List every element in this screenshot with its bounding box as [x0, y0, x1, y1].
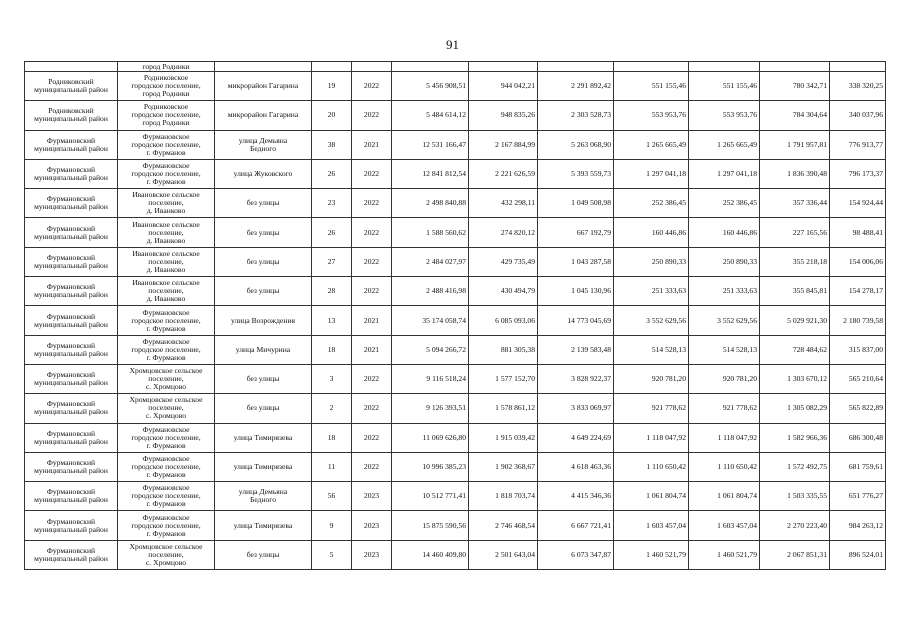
table-row [25, 218, 886, 247]
cost-cell: 920 781,20 [614, 364, 689, 393]
cost-cell: 357 336,44 [760, 189, 830, 218]
cost-cell: 250 890,33 [689, 247, 760, 276]
house-number-cell: 2 [312, 394, 352, 423]
table-cell [392, 62, 469, 72]
house-number-cell: 28 [312, 277, 352, 306]
total-cost-cell: 15 875 590,56 [392, 511, 469, 540]
table-cell [352, 62, 392, 72]
table-cell [830, 62, 886, 72]
cost-cell: 2 303 528,73 [538, 101, 614, 130]
district-cell: Фурмановский муниципальный район [25, 540, 118, 569]
house-number-cell: 9 [312, 511, 352, 540]
street-cell: микрорайон Гагарина [215, 72, 312, 101]
cost-cell: 780 342,71 [760, 72, 830, 101]
cost-cell: 1 061 804,74 [614, 482, 689, 511]
cost-cell: 1 297 041,18 [689, 159, 760, 188]
year-cell: 2023 [352, 511, 392, 540]
cost-cell: 2 746 468,54 [469, 511, 538, 540]
cost-cell: 3 552 629,56 [689, 306, 760, 335]
cost-cell: 252 386,45 [614, 189, 689, 218]
cost-cell: 1 110 650,42 [689, 452, 760, 481]
cost-cell: 1 305 082,29 [760, 394, 830, 423]
cost-cell: 1 460 521,79 [689, 540, 760, 569]
page-number: 91 [446, 37, 459, 52]
district-cell: Фурмановский муниципальный район [25, 159, 118, 188]
table-cell [538, 62, 614, 72]
cost-cell: 2 501 643,04 [469, 540, 538, 569]
cost-cell: 728 484,62 [760, 335, 830, 364]
street-cell: улица Жуковского [215, 159, 312, 188]
table-row [25, 130, 886, 159]
district-cell: Фурмановский муниципальный район [25, 511, 118, 540]
year-cell: 2023 [352, 540, 392, 569]
cost-cell: 1 582 966,36 [760, 423, 830, 452]
table-cell [469, 62, 538, 72]
settlement-cell: Фурмановское городское поселение, г. Фурманов [118, 482, 215, 511]
street-cell: улица Демьяна Бедного [215, 482, 312, 511]
cost-cell: 1 265 665,49 [689, 130, 760, 159]
table-row [25, 189, 886, 218]
district-cell: Родниковский муниципальный район [25, 72, 118, 101]
table-row [25, 159, 886, 188]
table-row [25, 277, 886, 306]
year-cell: 2022 [352, 423, 392, 452]
cost-cell: 1 818 703,74 [469, 482, 538, 511]
table-row [25, 394, 886, 423]
house-number-cell: 56 [312, 482, 352, 511]
cost-cell: 340 037,96 [830, 101, 886, 130]
total-cost-cell: 11 069 626,80 [392, 423, 469, 452]
cost-cell: 429 735,49 [469, 247, 538, 276]
cost-cell: 2 291 892,42 [538, 72, 614, 101]
cost-cell: 6 073 347,87 [538, 540, 614, 569]
cost-cell: 1 118 047,92 [614, 423, 689, 452]
cost-cell: 1 061 804,74 [689, 482, 760, 511]
settlement-cell: Ивановское сельское поселение, д. Иванково [118, 218, 215, 247]
total-cost-cell: 14 460 409,80 [392, 540, 469, 569]
table-row [25, 335, 886, 364]
street-cell: без улицы [215, 218, 312, 247]
cost-cell: 14 773 045,69 [538, 306, 614, 335]
total-cost-cell: 12 531 166,47 [392, 130, 469, 159]
cost-cell: 2 221 626,59 [469, 159, 538, 188]
total-cost-cell: 12 841 812,54 [392, 159, 469, 188]
settlement-cell: Фурмановское городское поселение, г. Фурманов [118, 511, 215, 540]
street-cell: без улицы [215, 189, 312, 218]
cost-cell: 3 828 922,37 [538, 364, 614, 393]
house-number-cell: 11 [312, 452, 352, 481]
house-number-cell: 26 [312, 218, 352, 247]
total-cost-cell: 2 498 840,88 [392, 189, 469, 218]
total-cost-cell: 5 484 614,12 [392, 101, 469, 130]
house-number-cell: 23 [312, 189, 352, 218]
house-number-cell: 13 [312, 306, 352, 335]
cost-cell: 784 304,64 [760, 101, 830, 130]
cost-cell: 4 415 346,36 [538, 482, 614, 511]
settlement-cell: Родниковское городское поселение, город Родники [118, 101, 215, 130]
cost-cell: 98 488,41 [830, 218, 886, 247]
district-cell: Фурмановский муниципальный район [25, 218, 118, 247]
cost-cell: 1 265 665,49 [614, 130, 689, 159]
cost-cell: 1 460 521,79 [614, 540, 689, 569]
cost-cell: 315 837,00 [830, 335, 886, 364]
cost-cell: 881 305,38 [469, 335, 538, 364]
settlement-cell: Ивановское сельское поселение, д. Иванково [118, 189, 215, 218]
cost-cell: 160 446,86 [614, 218, 689, 247]
cost-cell: 1 603 457,04 [614, 511, 689, 540]
cost-cell: 796 173,37 [830, 159, 886, 188]
cost-cell: 514 528,13 [689, 335, 760, 364]
total-cost-cell: 10 512 771,41 [392, 482, 469, 511]
total-cost-cell: 2 484 027,97 [392, 247, 469, 276]
cost-cell: 1 578 861,12 [469, 394, 538, 423]
settlement-cell: Фурмановское городское поселение, г. Фурманов [118, 130, 215, 159]
street-cell: без улицы [215, 364, 312, 393]
street-cell: улица Демьяна Бедного [215, 130, 312, 159]
table-row [25, 247, 886, 276]
street-cell: без улицы [215, 394, 312, 423]
year-cell: 2021 [352, 306, 392, 335]
cost-cell: 1 836 390,48 [760, 159, 830, 188]
cost-cell: 984 263,12 [830, 511, 886, 540]
year-cell: 2022 [352, 101, 392, 130]
data-table [24, 61, 886, 570]
table-cell [760, 62, 830, 72]
table-cell [215, 62, 312, 72]
street-cell: улица Мичурина [215, 335, 312, 364]
cost-cell: 355 845,81 [760, 277, 830, 306]
cost-cell: 4 649 224,69 [538, 423, 614, 452]
house-number-cell: 27 [312, 247, 352, 276]
cost-cell: 250 890,33 [614, 247, 689, 276]
total-cost-cell: 10 996 385,23 [392, 452, 469, 481]
cost-cell: 430 494,79 [469, 277, 538, 306]
settlement-cell: город Родники [118, 62, 215, 72]
cost-cell: 1 572 492,75 [760, 452, 830, 481]
cost-cell: 551 155,46 [689, 72, 760, 101]
house-number-cell: 26 [312, 159, 352, 188]
cost-cell: 5 393 559,73 [538, 159, 614, 188]
settlement-cell: Фурмановское городское поселение, г. Фурманов [118, 306, 215, 335]
street-cell: без улицы [215, 247, 312, 276]
district-cell: Фурмановский муниципальный район [25, 394, 118, 423]
house-number-cell: 3 [312, 364, 352, 393]
table-row [25, 364, 886, 393]
district-cell: Фурмановский муниципальный район [25, 335, 118, 364]
cost-cell: 514 528,13 [614, 335, 689, 364]
cost-cell: 2 067 851,31 [760, 540, 830, 569]
cost-cell: 1 045 130,96 [538, 277, 614, 306]
house-number-cell: 20 [312, 101, 352, 130]
cost-cell: 160 446,86 [689, 218, 760, 247]
cost-cell: 2 139 583,48 [538, 335, 614, 364]
cost-cell: 565 822,89 [830, 394, 886, 423]
cost-cell: 1 577 152,70 [469, 364, 538, 393]
cost-cell: 896 524,01 [830, 540, 886, 569]
cost-cell: 1 915 039,42 [469, 423, 538, 452]
total-cost-cell: 1 588 560,62 [392, 218, 469, 247]
district-cell: Фурмановский муниципальный район [25, 189, 118, 218]
cost-cell: 355 218,18 [760, 247, 830, 276]
cost-cell: 667 192,79 [538, 218, 614, 247]
cost-cell: 944 042,21 [469, 72, 538, 101]
cost-cell: 251 333,63 [614, 277, 689, 306]
cost-cell: 4 618 463,36 [538, 452, 614, 481]
district-cell: Фурмановский муниципальный район [25, 247, 118, 276]
cost-cell: 252 386,45 [689, 189, 760, 218]
table-row [25, 306, 886, 335]
cost-cell: 551 155,46 [614, 72, 689, 101]
cost-cell: 553 953,76 [614, 101, 689, 130]
total-cost-cell: 35 174 058,74 [392, 306, 469, 335]
street-cell: улица Тимирязева [215, 511, 312, 540]
cost-cell: 3 833 069,97 [538, 394, 614, 423]
settlement-cell: Ивановское сельское поселение, д. Иванково [118, 277, 215, 306]
cost-cell: 1 110 650,42 [614, 452, 689, 481]
year-cell: 2022 [352, 452, 392, 481]
house-number-cell: 18 [312, 335, 352, 364]
year-cell: 2022 [352, 277, 392, 306]
house-number-cell: 5 [312, 540, 352, 569]
cost-cell: 6 667 721,41 [538, 511, 614, 540]
settlement-cell: Фурмановское городское поселение, г. Фурманов [118, 452, 215, 481]
table-cell [25, 62, 118, 72]
cost-cell: 921 778,62 [689, 394, 760, 423]
table-cell [689, 62, 760, 72]
table-row [25, 72, 886, 101]
cost-cell: 5 263 068,90 [538, 130, 614, 159]
cost-cell: 432 298,11 [469, 189, 538, 218]
district-cell: Фурмановский муниципальный район [25, 364, 118, 393]
cost-cell: 1 902 368,67 [469, 452, 538, 481]
house-number-cell: 38 [312, 130, 352, 159]
year-cell: 2022 [352, 159, 392, 188]
cost-cell: 1 603 457,04 [689, 511, 760, 540]
settlement-cell: Фурмановское городское поселение, г. Фурманов [118, 159, 215, 188]
table-row [25, 101, 886, 130]
cost-cell: 553 953,76 [689, 101, 760, 130]
table-row [25, 482, 886, 511]
year-cell: 2022 [352, 247, 392, 276]
cost-cell: 251 333,63 [689, 277, 760, 306]
district-cell: Фурмановский муниципальный район [25, 452, 118, 481]
table-row [25, 540, 886, 569]
cost-cell: 948 835,26 [469, 101, 538, 130]
street-cell: улица Тимирязева [215, 452, 312, 481]
cost-cell: 1 118 047,92 [689, 423, 760, 452]
year-cell: 2022 [352, 218, 392, 247]
year-cell: 2022 [352, 364, 392, 393]
cost-cell: 1 049 508,98 [538, 189, 614, 218]
cost-cell: 227 165,56 [760, 218, 830, 247]
cost-cell: 1 503 335,55 [760, 482, 830, 511]
district-cell: Родниковский муниципальный район [25, 101, 118, 130]
cost-cell: 651 776,27 [830, 482, 886, 511]
total-cost-cell: 5 456 908,51 [392, 72, 469, 101]
settlement-cell: Ивановское сельское поселение, д. Иванково [118, 247, 215, 276]
year-cell: 2022 [352, 72, 392, 101]
table-cell [614, 62, 689, 72]
district-cell: Фурмановский муниципальный район [25, 130, 118, 159]
street-cell: микрорайон Гагарина [215, 101, 312, 130]
table-row [25, 62, 886, 72]
table-cell [312, 62, 352, 72]
house-number-cell: 18 [312, 423, 352, 452]
district-cell: Фурмановский муниципальный район [25, 423, 118, 452]
district-cell: Фурмановский муниципальный район [25, 306, 118, 335]
total-cost-cell: 2 488 416,98 [392, 277, 469, 306]
settlement-cell: Хромцовское сельское поселение, с. Хромцово [118, 364, 215, 393]
district-cell: Фурмановский муниципальный район [25, 277, 118, 306]
cost-cell: 776 913,77 [830, 130, 886, 159]
total-cost-cell: 5 094 266,72 [392, 335, 469, 364]
year-cell: 2022 [352, 189, 392, 218]
cost-cell: 6 085 093,06 [469, 306, 538, 335]
cost-cell: 154 006,06 [830, 247, 886, 276]
cost-cell: 920 781,20 [689, 364, 760, 393]
street-cell: без улицы [215, 277, 312, 306]
year-cell: 2021 [352, 130, 392, 159]
settlement-cell: Хромцовское сельское поселение, с. Хромцово [118, 394, 215, 423]
cost-cell: 1 791 957,81 [760, 130, 830, 159]
cost-cell: 1 303 670,12 [760, 364, 830, 393]
cost-cell: 565 210,64 [830, 364, 886, 393]
table-row [25, 511, 886, 540]
total-cost-cell: 9 116 518,24 [392, 364, 469, 393]
cost-cell: 2 167 884,99 [469, 130, 538, 159]
cost-cell: 921 778,62 [614, 394, 689, 423]
cost-cell: 2 180 739,58 [830, 306, 886, 335]
house-number-cell: 19 [312, 72, 352, 101]
cost-cell: 274 820,12 [469, 218, 538, 247]
year-cell: 2021 [352, 335, 392, 364]
cost-cell: 3 552 629,56 [614, 306, 689, 335]
year-cell: 2023 [352, 482, 392, 511]
table-row [25, 423, 886, 452]
cost-cell: 338 320,25 [830, 72, 886, 101]
street-cell: без улицы [215, 540, 312, 569]
total-cost-cell: 9 126 393,51 [392, 394, 469, 423]
cost-cell: 1 297 041,18 [614, 159, 689, 188]
settlement-cell: Хромцовское сельское поселение, с. Хромцово [118, 540, 215, 569]
cost-cell: 154 924,44 [830, 189, 886, 218]
cost-cell: 5 029 921,30 [760, 306, 830, 335]
cost-cell: 681 759,61 [830, 452, 886, 481]
cost-cell: 154 278,17 [830, 277, 886, 306]
street-cell: улица Возрождения [215, 306, 312, 335]
cost-cell: 1 043 287,58 [538, 247, 614, 276]
settlement-cell: Фурмановское городское поселение, г. Фурманов [118, 335, 215, 364]
table-row [25, 452, 886, 481]
street-cell: улица Тимирязева [215, 423, 312, 452]
cost-cell: 2 270 223,40 [760, 511, 830, 540]
district-cell: Фурмановский муниципальный район [25, 482, 118, 511]
year-cell: 2022 [352, 394, 392, 423]
settlement-cell: Фурмановское городское поселение, г. Фурманов [118, 423, 215, 452]
cost-cell: 686 300,48 [830, 423, 886, 452]
settlement-cell: Родниковское городское поселение, город Родники [118, 72, 215, 101]
